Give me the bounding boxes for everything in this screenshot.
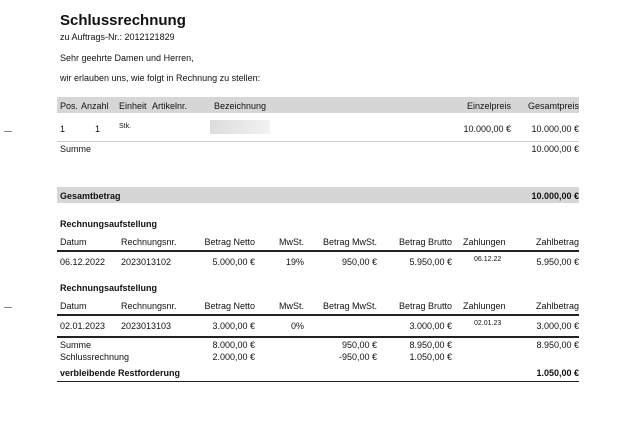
item-total: 10.000,00 € bbox=[531, 124, 579, 134]
margin-mark bbox=[4, 307, 12, 308]
item-pos: 1 bbox=[60, 124, 66, 134]
remaining-value: 1.050,00 € bbox=[536, 368, 579, 378]
divider bbox=[57, 381, 579, 382]
row-net: 3.000,00 € bbox=[212, 321, 255, 331]
sum-paid: 8.950,00 € bbox=[536, 340, 579, 350]
col-date: Datum bbox=[60, 301, 87, 311]
col-paid: Zahlbetrag bbox=[535, 237, 579, 247]
row-vat-rate: 0% bbox=[290, 321, 304, 331]
sum-gross: 8.950,00 € bbox=[409, 340, 452, 350]
order-number: zu Auftrags-Nr.: 2012121829 bbox=[60, 32, 175, 42]
col-payments: Zahlungen bbox=[463, 237, 506, 247]
row-net: 5.000,00 € bbox=[212, 257, 255, 267]
col-unit: Einheit bbox=[119, 101, 147, 111]
remaining-label: verbleibende Restforderung bbox=[60, 368, 181, 378]
row-date: 02.01.2023 bbox=[60, 321, 106, 331]
col-net: Betrag Netto bbox=[204, 237, 255, 247]
final-vat: -950,00 € bbox=[338, 352, 377, 362]
col-invoice-no: Rechnungsnr. bbox=[121, 237, 177, 247]
divider bbox=[57, 314, 579, 316]
col-article: Artikelnr. bbox=[152, 101, 188, 111]
col-vat: Betrag MwSt. bbox=[322, 301, 377, 311]
row-vat: 950,00 € bbox=[341, 257, 377, 267]
col-qty: Anzahl bbox=[81, 101, 109, 111]
sum-vat: 950,00 € bbox=[341, 340, 377, 350]
item-qty: 1 bbox=[95, 124, 101, 134]
col-pos: Pos. bbox=[60, 101, 79, 111]
row-date: 06.12.2022 bbox=[60, 257, 106, 267]
col-payments: Zahlungen bbox=[463, 301, 506, 311]
page-title: Schlussrechnung bbox=[60, 12, 186, 29]
row-invoice-no: 2023013103 bbox=[121, 321, 172, 331]
col-unit-price: Einzelpreis bbox=[466, 101, 511, 111]
divider bbox=[57, 336, 579, 338]
col-net: Betrag Netto bbox=[204, 301, 255, 311]
final-gross: 1.050,00 € bbox=[409, 352, 452, 362]
margin-mark bbox=[4, 131, 12, 132]
row-payment-date: 02.01.23 bbox=[474, 320, 502, 327]
intro-text: wir erlauben uns, wie folgt in Rechnung zu stellen: bbox=[60, 73, 261, 83]
items-sum-label: Summe bbox=[60, 144, 92, 154]
greeting: Sehr geehrte Damen und Herren, bbox=[60, 53, 194, 63]
col-date: Datum bbox=[60, 237, 87, 247]
item-unit: Stk. bbox=[119, 123, 132, 130]
row-gross: 5.950,00 € bbox=[409, 257, 452, 267]
final-net: 2.000,00 € bbox=[212, 352, 255, 362]
col-vat-rate: MwSt. bbox=[278, 237, 304, 247]
col-gross: Betrag Brutto bbox=[398, 237, 452, 247]
divider bbox=[57, 141, 579, 142]
row-paid: 3.000,00 € bbox=[536, 321, 579, 331]
listing-title: Rechnungsaufstellung bbox=[60, 219, 158, 229]
col-vat: Betrag MwSt. bbox=[322, 237, 377, 247]
listing-title: Rechnungsaufstellung bbox=[60, 283, 158, 293]
final-label: Schlussrechnung bbox=[60, 352, 130, 362]
row-vat-rate: 19% bbox=[285, 257, 304, 267]
redacted-description bbox=[210, 120, 270, 134]
row-paid: 5.950,00 € bbox=[536, 257, 579, 267]
divider bbox=[57, 250, 579, 252]
row-payment-date: 06.12.22 bbox=[474, 256, 502, 263]
sum-label: Summe bbox=[60, 340, 92, 350]
items-sum: 10.000,00 € bbox=[531, 144, 579, 154]
col-description: Bezeichnung bbox=[214, 101, 267, 111]
col-gross: Betrag Brutto bbox=[398, 301, 452, 311]
col-total: Gesamtpreis bbox=[527, 101, 579, 111]
sum-net: 8.000,00 € bbox=[212, 340, 255, 350]
item-unit-price: 10.000,00 € bbox=[463, 124, 511, 134]
row-invoice-no: 2023013102 bbox=[121, 257, 172, 267]
col-invoice-no: Rechnungsnr. bbox=[121, 301, 177, 311]
grand-total-bar bbox=[57, 187, 579, 203]
row-gross: 3.000,00 € bbox=[409, 321, 452, 331]
grand-total-value: 10.000,00 € bbox=[531, 191, 579, 201]
col-vat-rate: MwSt. bbox=[278, 301, 304, 311]
grand-total-label: Gesamtbetrag bbox=[60, 191, 121, 201]
col-paid: Zahlbetrag bbox=[535, 301, 579, 311]
